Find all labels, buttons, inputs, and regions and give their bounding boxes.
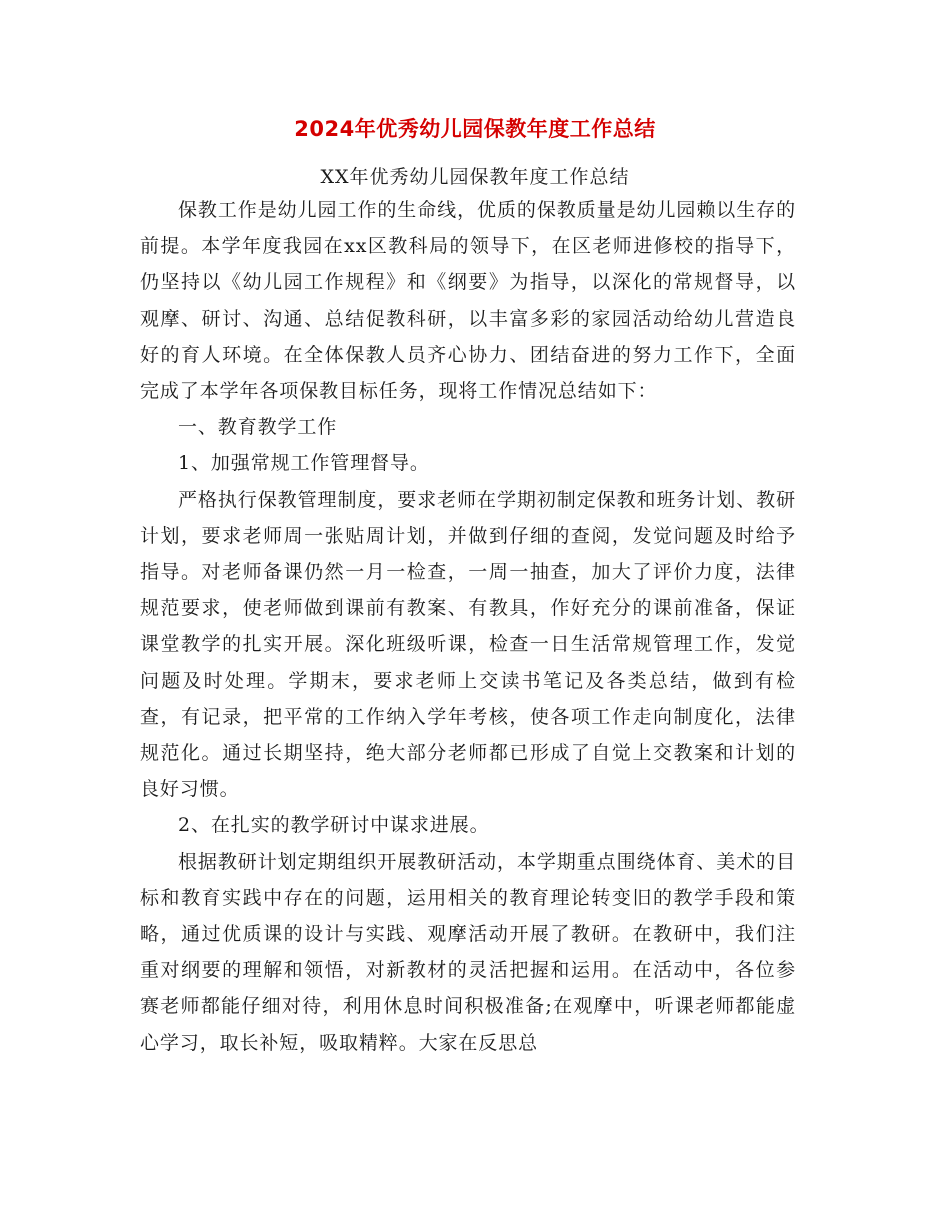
research-paragraph: 根据教研计划定期组织开展教研活动，本学期重点围绕体育、美术的目标和教育实践中存在的问题，运用相关的教育理论转变旧的教学手段和策略，通过优质课的设计与实践、观摩活动开展了教研。在教研中，我们注重对纲要的理解和领悟，对新教材的灵活把握和运用。在活动中，各位参赛老师都能仔细对待，利用休息时间积极准备;在观摩中，听课老师都能虚心学习，取长补短，吸取精粹。大家在反思总 — [140, 850, 796, 1054]
section-heading-education: 一、教育教学工作 — [178, 416, 338, 439]
routine-paragraph: 严格执行保教管理制度，要求老师在学期初制定保教和班务计划、教研计划，要求老师周一张贴周计划，并做到仔细的查阅，发觉问题及时给予指导。对老师备课仍然一月一检查，一周一抽查，加大了评价力度，法律规范要求，使老师做到课前有教案、有教具，作好充分的课前准备，保证课堂教学的扎实开展。深化班级听课，检查一日生活常规管理工作，发觉问题及时处理。学期末，要求老师上交读书笔记及各类总结，做到有检查，有记录，把平常的工作纳入学年考核，使各项工作走向制度化，法律规范化。通过长期坚持，绝大部分老师都已形成了自觉上交教案和计划的良好习惯。 — [140, 488, 796, 801]
document-subtitle: XX年优秀幼儿园保教年度工作总结 — [320, 166, 630, 188]
intro-paragraph: 保教工作是幼儿园工作的生命线，优质的保教质量是幼儿园赖以生存的前提。本学年度我园在xx区教科局的领导下，在区老师进修校的指导下，仍坚持以《幼儿园工作规程》和《纲要》为指导，以深化的常规督导，以观摩、研讨、沟通、总结促教科研，以丰富多彩的家园活动给幼儿营造良好的育人环境。在全体保教人员齐心协力、团结奋进的努力工作下，全面完成了本学年各项保教目标任务，现将工作情况总结如下： — [140, 199, 796, 403]
document-title: 2024年优秀幼儿园保教年度工作总结 — [294, 117, 656, 141]
subsection-heading-routine: 1、加强常规工作管理督导。 — [178, 452, 430, 475]
document-body — [140, 192, 796, 1061]
subsection-heading-research: 2、在扎实的教学研讨中谋求进展。 — [178, 814, 490, 837]
